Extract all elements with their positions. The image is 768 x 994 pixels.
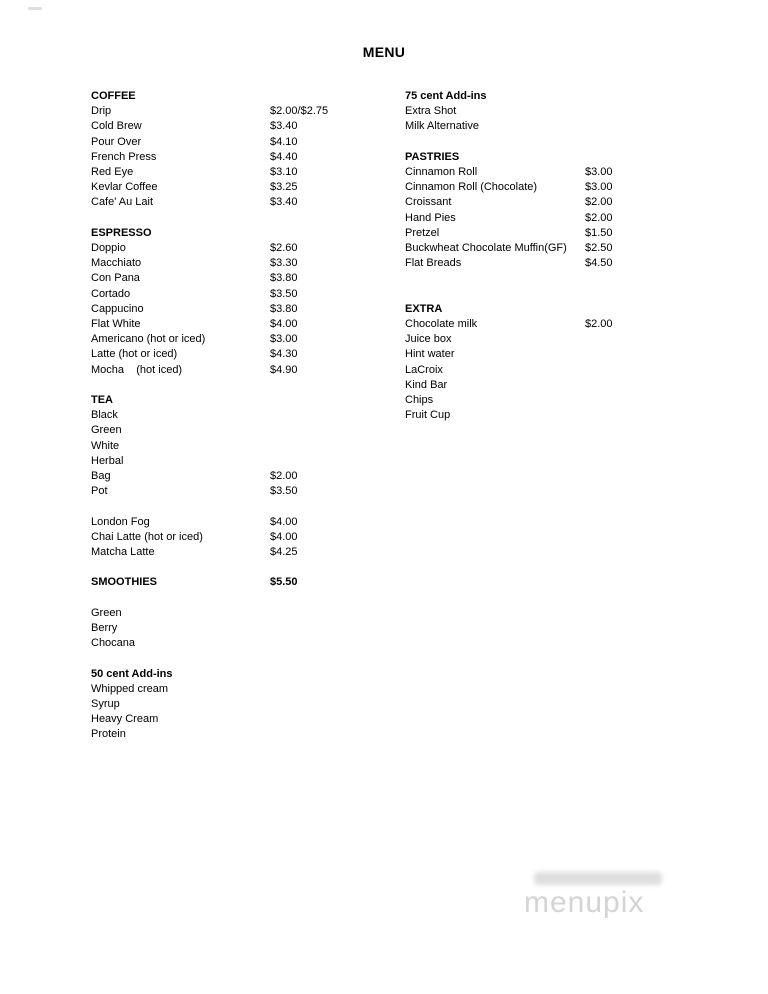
watermark-blurred-tagline — [534, 872, 662, 885]
item-name: Red Eye — [91, 166, 134, 179]
item-price: $4.10 — [270, 135, 298, 148]
item-price: $3.30 — [270, 257, 298, 270]
menu-item-row — [91, 241, 396, 256]
item-name: Doppio — [91, 242, 126, 255]
item-price: $4.40 — [270, 150, 298, 163]
item-name: Green — [91, 606, 122, 619]
item-name: French Press — [91, 150, 157, 163]
menu-item-row — [91, 256, 396, 271]
menu-item-row — [405, 256, 705, 271]
item-name: London Fog — [91, 515, 150, 528]
section-heading-row — [91, 226, 396, 241]
menu-item-row — [91, 469, 396, 484]
item-name: Chocolate milk — [405, 318, 478, 330]
section-heading-price: $5.50 — [270, 576, 298, 589]
section-heading: EXTRA — [405, 302, 443, 315]
item-price: $2.00 — [585, 196, 613, 209]
menu-item-row — [91, 621, 396, 636]
item-name: Juice box — [405, 333, 452, 346]
item-name: Bag — [91, 470, 111, 483]
item-name: Extra Shot — [405, 105, 457, 118]
item-price: $4.00 — [270, 318, 298, 331]
item-price: $3.80 — [270, 272, 298, 285]
menu-item-row — [91, 697, 396, 712]
menu-section — [405, 302, 705, 424]
section-heading-row — [91, 667, 396, 682]
menu-item-row — [91, 439, 396, 454]
item-name: Syrup — [91, 698, 120, 711]
item-name: Pot — [91, 485, 108, 498]
item-name: Cinnamon Roll (Chocolate) — [405, 181, 538, 194]
item-name: Cafe' Au Lait — [91, 196, 154, 209]
menu-item-row — [405, 241, 705, 256]
item-name: Americano (hot or iced) — [91, 333, 206, 346]
item-name: Whipped cream — [91, 682, 169, 695]
menu-item-row — [91, 454, 396, 469]
item-name: Matcha Latte — [91, 546, 155, 559]
menu-item-row — [405, 119, 705, 134]
item-name: Cold Brew — [91, 120, 142, 133]
section-heading: 50 cent Add-ins — [91, 667, 173, 680]
item-name: Cinnamon Roll — [405, 166, 478, 178]
menu-column-left — [91, 89, 396, 743]
menu-item-row — [405, 317, 705, 332]
item-name: Kind Bar — [405, 378, 448, 391]
item-price: $4.25 — [270, 546, 298, 559]
menu-item-row — [91, 195, 396, 210]
item-price: $2.60 — [270, 242, 298, 255]
menu-item-row — [405, 195, 705, 210]
menu-item-row — [405, 408, 705, 423]
menu-section — [91, 393, 396, 560]
menu-item-row — [91, 408, 396, 423]
item-name: LaCroix — [405, 363, 443, 376]
section-heading: ESPRESSO — [91, 226, 152, 239]
item-name: Macchiato — [91, 257, 142, 270]
item-price: $3.50 — [270, 485, 298, 498]
item-price: $2.00 — [585, 318, 613, 330]
menu-item-row — [91, 271, 396, 286]
menu-item-row — [405, 180, 705, 195]
menu-section — [405, 150, 705, 287]
menu-item-row — [91, 636, 396, 651]
spacer-row — [91, 591, 396, 606]
item-name: Kevlar Coffee — [91, 181, 158, 194]
menu-item-row — [91, 332, 396, 347]
item-name: Hand Pies — [405, 211, 456, 224]
item-name: Chips — [405, 394, 434, 407]
item-name: Cappucino — [91, 302, 144, 315]
menu-item-row — [91, 515, 396, 530]
scan-artifact — [28, 7, 42, 10]
item-price: $4.90 — [270, 363, 298, 376]
item-name: Pretzel — [405, 226, 440, 239]
menu-item-row — [91, 682, 396, 697]
menu-item-row — [91, 347, 396, 362]
item-name: Buckwheat Chocolate Muffin(GF) — [405, 242, 567, 255]
item-price: $3.10 — [270, 166, 298, 179]
menu-item-row — [405, 393, 705, 408]
menu-item-row — [405, 226, 705, 241]
item-name: Black — [91, 409, 118, 422]
item-name: Drip — [91, 105, 112, 118]
watermark — [524, 872, 674, 918]
item-name: Cortado — [91, 287, 131, 300]
item-name: Fruit Cup — [405, 409, 451, 422]
item-price: $3.00 — [585, 181, 613, 194]
item-name: Green — [91, 424, 122, 437]
item-name: Mocha (hot iced) — [91, 363, 183, 376]
item-price: $2.00 — [585, 211, 613, 224]
menupix-logo: menupix — [524, 886, 645, 919]
section-heading: COFFEE — [91, 90, 136, 102]
item-price: $3.80 — [270, 302, 298, 315]
menu-item-row — [405, 165, 705, 180]
menu-item-row — [91, 150, 396, 165]
menu-item-row — [91, 180, 396, 195]
menu-item-row — [91, 712, 396, 727]
menu-section — [91, 667, 396, 743]
item-price: $1.50 — [585, 226, 613, 239]
section-heading: 75 cent Add-ins — [405, 90, 487, 102]
menu-item-row — [405, 347, 705, 362]
item-price: $3.40 — [270, 120, 298, 133]
section-heading-row — [405, 89, 705, 104]
item-price: $3.00 — [585, 166, 613, 178]
item-price: $4.00 — [270, 530, 298, 543]
item-price: $3.25 — [270, 181, 298, 194]
menu-item-row — [91, 135, 396, 150]
menu-item-row — [405, 363, 705, 378]
item-price: $2.00/$2.75 — [270, 105, 329, 118]
item-name: Con Pana — [91, 272, 140, 285]
section-heading-row — [405, 302, 705, 317]
item-price: $4.00 — [270, 515, 298, 528]
menu-item-row — [91, 287, 396, 302]
item-name: Flat White — [91, 318, 141, 331]
menu-item-row — [91, 165, 396, 180]
item-name: Chai Latte (hot or iced) — [91, 530, 203, 543]
spacer-row — [405, 271, 705, 286]
item-name: Latte (hot or iced) — [91, 348, 178, 361]
item-price: $3.40 — [270, 196, 298, 209]
menu-item-row — [91, 317, 396, 332]
menu-section — [91, 226, 396, 378]
menu-item-row — [405, 332, 705, 347]
item-price: $2.50 — [585, 242, 613, 255]
item-price: $3.00 — [270, 333, 298, 346]
menu-item-row — [91, 727, 396, 742]
item-price: $4.30 — [270, 348, 298, 361]
section-heading-row — [91, 393, 396, 408]
item-name: Hint water — [405, 348, 455, 361]
menu-item-row — [91, 530, 396, 545]
spacer-row — [91, 499, 396, 514]
menu-item-row — [91, 545, 396, 560]
section-heading-row — [91, 89, 396, 104]
item-name: Protein — [91, 728, 126, 741]
menu-item-row — [405, 211, 705, 226]
section-heading-row — [91, 575, 396, 590]
section-heading: SMOOTHIES — [91, 576, 158, 589]
item-name: Herbal — [91, 454, 124, 467]
menu-section — [91, 89, 396, 211]
menu-item-row — [91, 119, 396, 134]
page-title: MENU — [362, 44, 406, 60]
item-name: Croissant — [405, 196, 452, 209]
menu-item-row — [91, 302, 396, 317]
menu-item-row — [405, 378, 705, 393]
menu-item-row — [91, 104, 396, 119]
item-name: Pour Over — [91, 135, 142, 148]
item-name: White — [91, 439, 120, 452]
section-heading: PASTRIES — [405, 150, 460, 163]
section-heading: TEA — [91, 394, 113, 407]
menu-item-row — [405, 104, 705, 119]
menu-column-right — [405, 89, 705, 423]
item-name: Chocana — [91, 637, 136, 650]
section-heading-row — [405, 150, 705, 165]
item-name: Milk Alternative — [405, 120, 479, 133]
menu-section — [91, 575, 396, 651]
item-name: Heavy Cream — [91, 713, 159, 726]
item-name: Berry — [91, 622, 118, 635]
item-price: $2.00 — [270, 470, 298, 483]
item-price: $4.50 — [585, 257, 613, 270]
menu-item-row — [91, 484, 396, 499]
item-name: Flat Breads — [405, 257, 462, 270]
menu-item-row — [91, 363, 396, 378]
menu-item-row — [91, 606, 396, 621]
item-price: $3.50 — [270, 287, 298, 300]
menu-item-row — [91, 423, 396, 438]
menu-section — [405, 89, 705, 135]
